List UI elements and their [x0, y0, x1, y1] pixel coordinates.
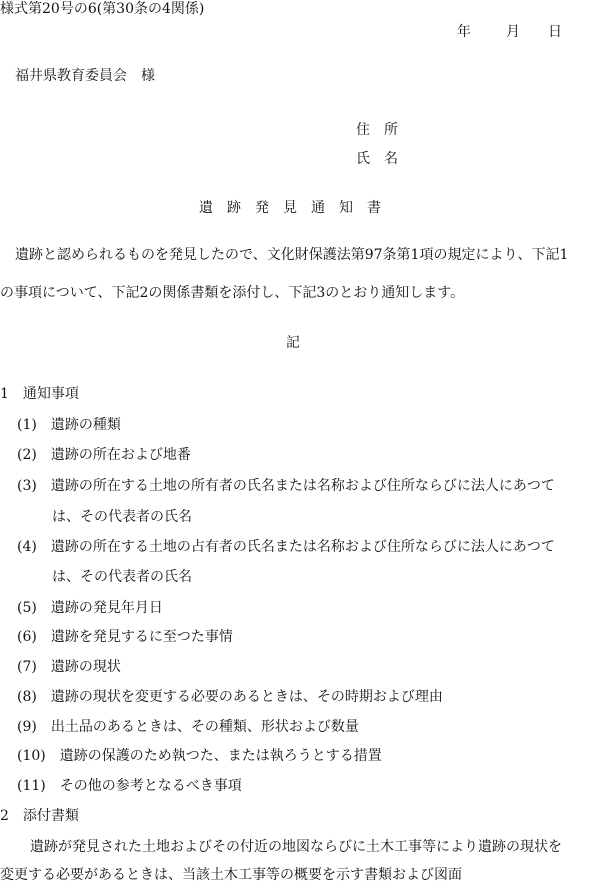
list-item-continuation: は、その代表者の氏名 — [52, 509, 192, 525]
address-label: 住所 — [356, 122, 412, 138]
list-item-continuation: は、その代表者の氏名 — [52, 569, 192, 585]
date-year-label: 年 — [457, 24, 471, 40]
list-item: (1) 遺跡の種類 — [17, 417, 121, 433]
recipient: 福井県教育委員会 様 — [15, 68, 155, 84]
body-line-2: の事項について、下記2の関係書類を添付し、下記3のとおり通知します。 — [0, 285, 465, 301]
list-item: (5) 遺跡の発見年月日 — [17, 600, 163, 616]
list-item: (3) 遺跡の所在する土地の所有者の氏名または名称および住所ならびに法人にあつて — [17, 478, 555, 494]
ki-heading: 記 — [286, 335, 300, 351]
list-item: (11) その他の参考となるべき事項 — [17, 778, 242, 794]
list-item: (4) 遺跡の所在する土地の占有者の氏名または名称および住所ならびに法人にあつて — [17, 539, 555, 555]
attachment-line-1: 遺跡が発見された土地およびその付近の地図ならびに土木工事等により遺跡の現状を — [30, 839, 562, 855]
list-item: (8) 遺跡の現状を変更する必要のあるときは、その時期および理由 — [17, 689, 443, 705]
list-item: (10) 遺跡の保護のため執つた、または執ろうとする措置 — [17, 748, 382, 764]
date-month-label: 月 — [506, 24, 520, 40]
form-number: 様式第20号の6(第30条の4関係) — [0, 1, 205, 17]
list-item: (2) 遺跡の所在および地番 — [17, 447, 191, 463]
section-1-heading: 1 通知事項 — [0, 386, 79, 402]
attachment-line-2: 変更する必要があるときは、当該土木工事等の概要を示す書類および図面 — [0, 867, 462, 883]
list-item: (6) 遺跡を発見するに至つた事情 — [17, 629, 233, 645]
section-2-heading: 2 添付書類 — [0, 808, 79, 824]
list-item: (9) 出土品のあるときは、その種類、形状および数量 — [17, 719, 359, 735]
document-title: 遺跡発見通知書 — [199, 200, 395, 216]
list-item: (7) 遺跡の現状 — [17, 659, 121, 675]
name-label: 氏名 — [356, 151, 412, 167]
date-day-label: 日 — [548, 24, 562, 40]
body-line-1: 遺跡と認められるものを発見したので、文化財保護法第97条第1項の規定により、下記1 — [15, 247, 569, 263]
